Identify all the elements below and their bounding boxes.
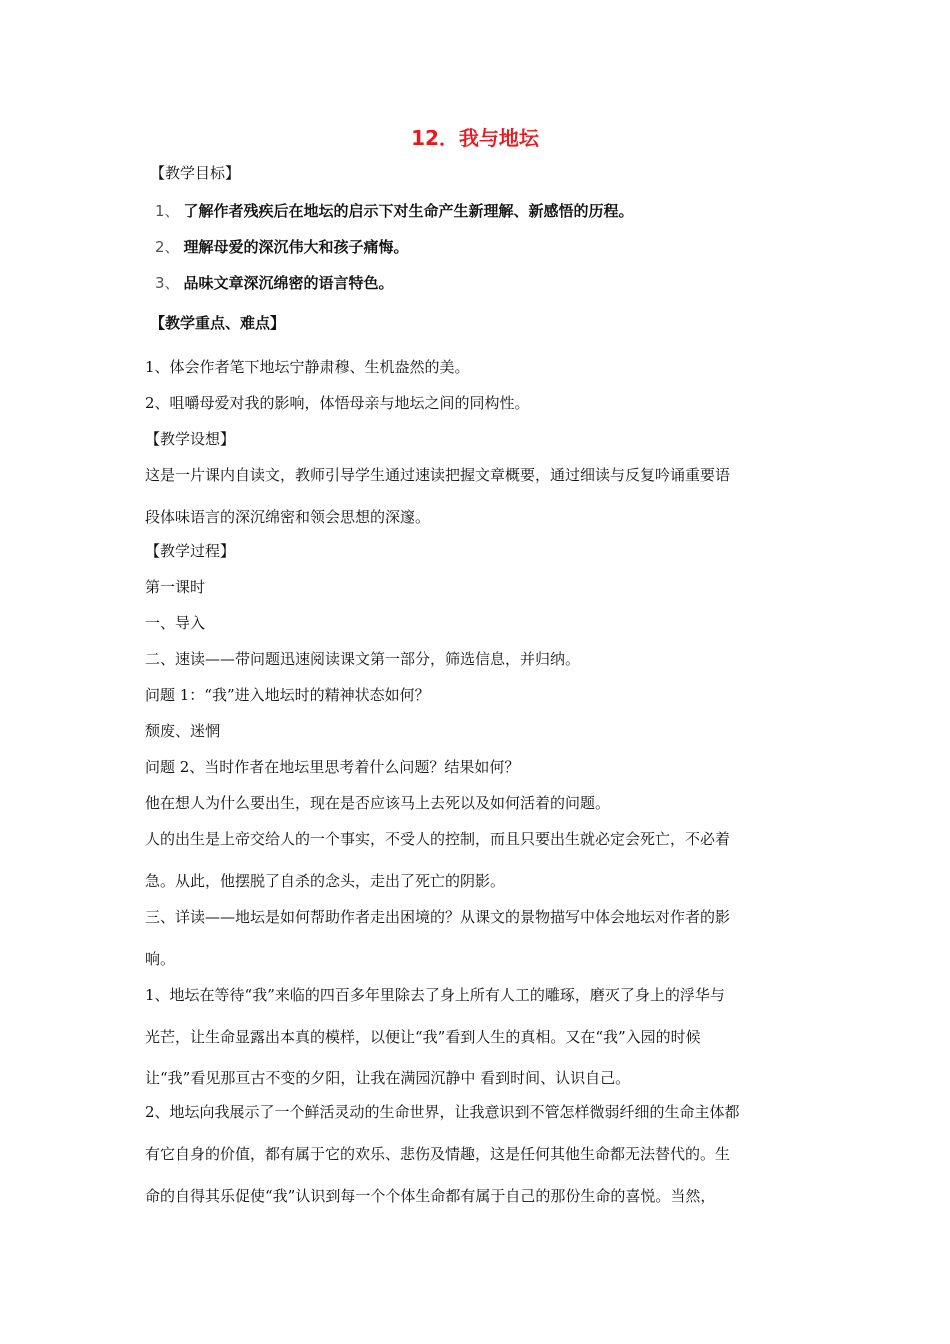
goal-number: 3、 — [155, 274, 180, 292]
paragraph-line: 命的自得其乐促使“我”认识到每一个个体生命都有属于自己的那份生命的喜悦。当然， — [145, 1187, 716, 1205]
paragraph-line: 这是一片课内自读文，教师引导学生通过速读把握文章概要，通过细读与反复吟诵重要语 — [145, 466, 731, 484]
paragraph-line: 2、地坛向我展示了一个鲜活灵动的生命世界，让我意识到不管怎样微弱纤细的生命主体都 — [145, 1103, 740, 1121]
paragraph-line: 让“我”看见那亘古不变的夕阳，让我在满园沉静中 看到时间、认识自己。 — [145, 1069, 631, 1087]
goal-number: 1、 — [155, 202, 180, 220]
goal-item — [155, 236, 820, 258]
goal-text: 品味文章深沉绵密的语言特色。 — [183, 274, 394, 292]
design-heading: 【教学设想】 — [145, 430, 236, 448]
key-point: 2、咀嚼母爱对我的影响，体悟母亲与地坛之间的同构性。 — [145, 394, 530, 412]
paragraph-line: 1、地坛在等待“我”来临的四百多年里除去了身上所有人工的雕琢，磨灭了身上的浮华与 — [145, 986, 725, 1004]
paragraph-line: 一、导入 — [145, 614, 206, 632]
paragraph-line: 问题 1：“我”进入地坛时的精神状态如何？ — [145, 686, 430, 704]
paragraph-line: 颓废、迷惘 — [145, 722, 221, 740]
paragraph-line: 光芒，让生命显露出本真的模样，以便让“我”看到人生的真相。又在“我”入园的时候 — [145, 1028, 701, 1046]
goal-number: 2、 — [155, 238, 180, 256]
key-point: 1、体会作者笔下地坛宁静肃穆、生机盎然的美。 — [145, 358, 470, 376]
paragraph-line: 段体味语言的深沉绵密和领会思想的深邃。 — [145, 508, 431, 526]
paragraph-line: 响。 — [145, 950, 176, 968]
paragraph-line: 问题 2、当时作者在地坛里思考着什么问题？结果如何？ — [145, 758, 520, 776]
paragraph-line: 第一课时 — [145, 578, 206, 596]
paragraph-line: 三、详读——地坛是如何帮助作者走出困境的？从课文的景物描写中体会地坛对作者的影 — [145, 908, 731, 926]
goal-item — [155, 272, 820, 294]
paragraph-line: 急。从此，他摆脱了自杀的念头，走出了死亡的阴影。 — [145, 872, 506, 890]
document-title: 12．我与地坛 — [411, 126, 539, 150]
goal-text: 理解母爱的深沉伟大和孩子痛悔。 — [183, 238, 409, 256]
paragraph-line: 有它自身的价值，都有属于它的欢乐、悲伤及情趣，这是任何其他生命都无法替代的。生 — [145, 1145, 731, 1163]
paragraph-line: 二、速读——带问题迅速阅读课文第一部分，筛选信息，并归纳。 — [145, 650, 581, 668]
goal-text: 了解作者残疾后在地坛的启示下对生命产生新理解、新感悟的历程。 — [183, 202, 634, 220]
key-points-heading: 【教学重点、难点】 — [150, 314, 286, 332]
goal-item — [155, 200, 820, 222]
process-heading: 【教学过程】 — [145, 542, 236, 560]
paragraph-line: 他在想人为什么要出生，现在是否应该马上去死以及如何活着的问题。 — [145, 794, 611, 812]
goals-heading: 【教学目标】 — [150, 164, 241, 182]
paragraph-line: 人的出生是上帝交给人的一个事实，不受人的控制，而且只要出生就必定会死亡，不必着 — [145, 830, 731, 848]
